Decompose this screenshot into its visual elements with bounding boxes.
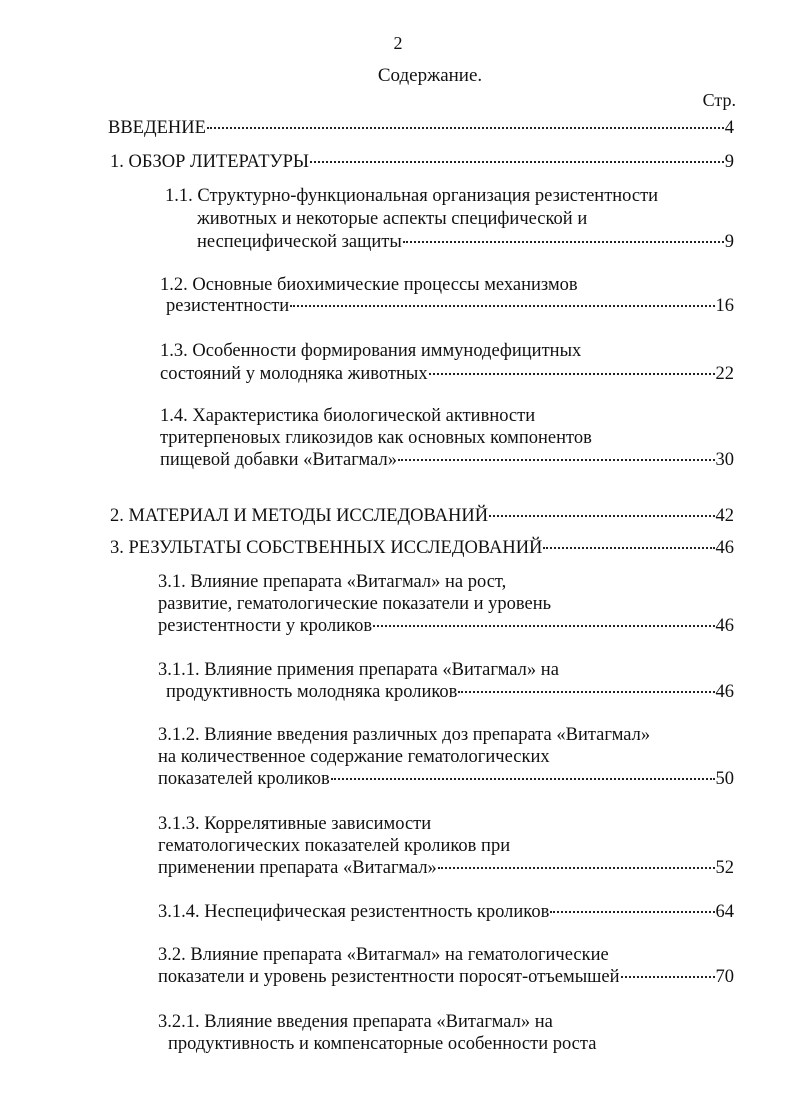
toc-entry-literature-review[interactable] (110, 152, 734, 173)
toc-entry-page: 52 (715, 858, 734, 878)
toc-entry-line: 3.1. Влияние препарата «Витагмал» на рост, (158, 572, 507, 592)
toc-entry-page: 46 (715, 682, 734, 702)
toc-entry-title: 2. МАТЕРИАЛ И МЕТОДЫ ИССЛЕДОВАНИЙ (110, 506, 489, 526)
toc-entry-page: 64 (715, 902, 734, 922)
toc-entry-title: продуктивность и компенсаторные особенности роста (168, 1034, 597, 1054)
toc-entry-3-1-3[interactable] (158, 858, 734, 879)
toc-entry-line: 3.2. Влияние препарата «Витагмал» на гематологические (158, 945, 609, 965)
toc-entry-results[interactable] (110, 538, 734, 559)
toc-entry-3-1-4[interactable] (158, 902, 734, 923)
toc-entry-page: 46 (715, 538, 734, 558)
toc-entry-page: 16 (715, 296, 734, 316)
toc-entry-line: 3.1.2. Влияние введения различных доз препарата «Витагмал» (158, 725, 651, 745)
toc-entry-line: 1.3. Особенности формирования иммунодефицитных (160, 341, 582, 361)
toc-entry-title: 1. ОБЗОР ЛИТЕРАТУРЫ (110, 152, 310, 172)
toc-entry-title: состояний у молодняка животных (160, 364, 428, 384)
dot-leader (458, 691, 714, 693)
toc-entry-page: 46 (715, 616, 734, 636)
dot-leader (621, 976, 715, 978)
toc-entry-1-3[interactable] (160, 364, 734, 385)
toc-entry-line: 3.2.1. Влияние введения препарата «Витагмал» на (158, 1012, 553, 1032)
toc-entry-title: 3.1.4. Неспецифическая резистентность кроликов (158, 902, 550, 922)
dot-leader (310, 161, 724, 163)
toc-entry-page: 30 (715, 450, 734, 470)
toc-entry-1-2[interactable] (166, 296, 734, 317)
toc-entry-page: 22 (715, 364, 734, 384)
toc-entry-1-1[interactable] (197, 232, 734, 253)
toc-entry-line: 1.4. Характеристика биологической активности (160, 406, 536, 426)
toc-entry-page: 50 (715, 769, 734, 789)
toc-entry-line: животных и некоторые аспекты специфической и (197, 209, 588, 229)
toc-entry-title: 3. РЕЗУЛЬТАТЫ СОБСТВЕННЫХ ИССЛЕДОВАНИЙ (110, 538, 543, 558)
toc-entry-3-1-1[interactable] (166, 682, 734, 703)
toc-entry-line: 3.1.3. Коррелятивные зависимости (158, 814, 432, 834)
toc-entry-title: продуктивность молодняка кроликов (166, 682, 458, 702)
dot-leader (489, 515, 714, 517)
page-number: 2 (393, 33, 403, 53)
dot-leader (290, 305, 714, 307)
toc-entry-title: резистентности у кроликов (158, 616, 373, 636)
toc-entry-line: на количественное содержание гематологических (158, 747, 550, 767)
toc-entry-line: развитие, гематологические показатели и уровень (158, 594, 552, 614)
toc-entry-title: показателей кроликов (158, 769, 330, 789)
toc-entry-page: 9 (724, 152, 734, 172)
dot-leader (207, 127, 724, 129)
toc-entry-materials-methods[interactable] (110, 506, 734, 527)
toc-entry-3-2[interactable] (158, 967, 734, 988)
toc-entry-page: 42 (715, 506, 734, 526)
dot-leader (438, 867, 715, 869)
toc-entry-title: ВВЕДЕНИЕ (108, 118, 206, 138)
dot-leader (543, 547, 714, 549)
contents-title: Содержание. (377, 65, 483, 86)
toc-entry-line: 1.1. Структурно-функциональная организация резистентности (165, 186, 659, 206)
toc-entry-line: гематологических показателей кроликов при (158, 836, 511, 856)
toc-entry-line: тритерпеновых гликозидов как основных компонентов (160, 428, 592, 448)
toc-entry-page: 70 (715, 967, 734, 987)
toc-entry-page: 9 (724, 232, 734, 252)
toc-entry-3-1[interactable] (158, 616, 734, 637)
toc-entry-title: пищевой добавки «Витагмал» (160, 450, 397, 470)
toc-entry-line: 3.1.1. Влияние примения препарата «Витагмал» на (158, 660, 559, 680)
dot-leader (429, 373, 715, 375)
toc-entry-3-1-2[interactable] (158, 769, 734, 790)
toc-entry-title: неспецифической защиты (197, 232, 402, 252)
dot-leader (331, 778, 715, 780)
dot-leader (403, 241, 724, 243)
toc-entry-page: 4 (724, 118, 734, 138)
dot-leader (373, 625, 714, 627)
dot-leader (550, 911, 714, 913)
toc-entry-title: резистентности (166, 296, 290, 316)
toc-entry-title: показатели и уровень резистентности поросят-отъемышей (158, 967, 620, 987)
dot-leader (398, 459, 715, 461)
toc-entry-line: 1.2. Основные биохимические процессы механизмов (160, 275, 578, 295)
toc-entry-1-4[interactable] (160, 450, 734, 471)
page-column-label: Стр. (702, 90, 736, 110)
toc-entry-introduction[interactable] (108, 118, 734, 139)
toc-entry-title: применении препарата «Витагмал» (158, 858, 437, 878)
